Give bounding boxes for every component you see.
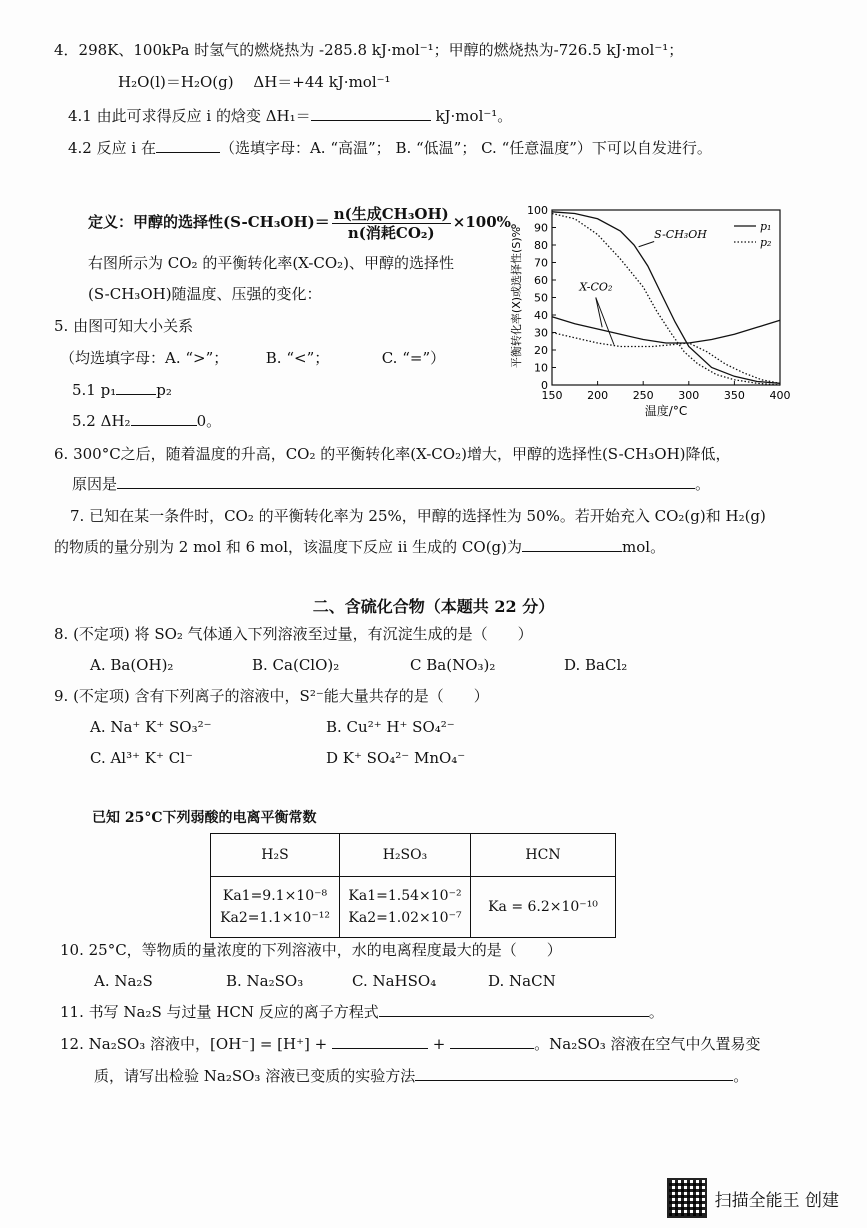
q12-text1: 12. Na₂SO₃ 溶液中，[OH⁻] = [H⁺] + bbox=[60, 1035, 328, 1053]
legend-p2-label: p₂ bbox=[760, 236, 772, 249]
q5-2-blank[interactable] bbox=[131, 411, 197, 426]
q12-end: 。 bbox=[733, 1067, 749, 1085]
q8-option-c[interactable]: C Ba(NO₃)₂ bbox=[410, 656, 496, 674]
definition-desc1: 右图所示为 CO₂ 的平衡转化率(X-CO₂)、甲醇的选择性 bbox=[88, 254, 455, 272]
q6-line1: 6. 300°C之后，随着温度的升高，CO₂ 的平衡转化率(X-CO₂)增大，甲醇的选择性(S-CH₃OH)降低， bbox=[54, 445, 731, 463]
h2so3-ka1: Ka1=1.54×10⁻² bbox=[348, 888, 462, 904]
y-tick-label: 50 bbox=[534, 291, 548, 305]
h2s-ka1: Ka1=9.1×10⁻⁸ bbox=[222, 888, 328, 904]
q7-blank[interactable] bbox=[522, 537, 622, 552]
series-line-3 bbox=[552, 333, 780, 384]
q4-2-options: （选填字母：A. “高温”； B. “低温”； C. “任意温度”）下可以自发进行。 bbox=[219, 139, 712, 157]
q9-stem: 9. (不定项) 含有下列离子的溶液中，S²⁻能大量共存的是（ ） bbox=[54, 687, 489, 705]
y-tick-label: 70 bbox=[534, 256, 548, 270]
q10-option-a[interactable]: A. Na₂S bbox=[94, 972, 153, 990]
q10-option-b[interactable]: B. Na₂SO₃ bbox=[226, 972, 304, 990]
q11 bbox=[60, 1002, 664, 1022]
q7-end: mol。 bbox=[622, 538, 666, 556]
q12-line1 bbox=[60, 1034, 761, 1054]
q5-2 bbox=[72, 411, 221, 431]
y-tick-label: 80 bbox=[534, 239, 548, 252]
header-h2s: H₂S bbox=[211, 834, 340, 877]
q6-end: 。 bbox=[695, 475, 711, 493]
q5-1-blank[interactable] bbox=[116, 380, 156, 395]
q12-text3: 质，请写出检验 Na₂SO₃ 溶液已变质的实验方法 bbox=[94, 1067, 416, 1085]
q9-option-c[interactable]: C. Al³⁺ K⁺ Cl⁻ bbox=[90, 749, 193, 767]
scanner-watermark bbox=[667, 1178, 839, 1218]
y-tick-label: 10 bbox=[534, 361, 548, 375]
x-tick-label: 250 bbox=[632, 389, 654, 402]
annotation-s-pointer bbox=[639, 242, 655, 247]
q9-option-b[interactable]: B. Cu²⁺ H⁺ SO₄²⁻ bbox=[326, 718, 455, 736]
annotation-s-ch3oh: S-CH₃OH bbox=[654, 228, 707, 241]
q11-blank[interactable] bbox=[379, 1002, 649, 1017]
q4-line1: 4．298K、100kPa 时氢气的燃烧热为 -285.8 kJ·mol⁻¹；甲醇的燃烧热为-726.5 kJ·mol⁻¹； bbox=[54, 41, 684, 59]
q8-stem: 8. (不定项) 将 SO₂ 气体通入下列溶液至过量，有沉淀生成的是（ ） bbox=[54, 625, 533, 643]
q8-option-d[interactable]: D. BaCl₂ bbox=[564, 656, 628, 674]
q4-2 bbox=[68, 138, 712, 158]
q7-line2 bbox=[54, 537, 665, 557]
section-title: 二、含硫化合物（本题共 22 分） bbox=[312, 597, 555, 616]
q10-option-c[interactable]: C. NaHSO₄ bbox=[352, 972, 437, 990]
h2s-ka2: Ka2=1.1×10⁻¹² bbox=[220, 910, 330, 926]
y-tick-label: 90 bbox=[534, 221, 548, 235]
q12-blank3[interactable] bbox=[415, 1066, 733, 1081]
footer-text: 扫描全能王 创建 bbox=[714, 1190, 839, 1211]
q12-plus: + bbox=[432, 1035, 446, 1053]
annotation-x-pointer-2 bbox=[596, 298, 614, 345]
h2so3-ka2: Ka2=1.02×10⁻⁷ bbox=[348, 910, 462, 926]
series-line-2 bbox=[552, 317, 780, 343]
y-tick-label: 100 bbox=[527, 204, 548, 217]
q9-option-d[interactable]: D K⁺ SO₄²⁻ MnO₄⁻ bbox=[326, 749, 466, 767]
q4-2-blank[interactable] bbox=[156, 138, 220, 153]
equilibrium-chart bbox=[508, 198, 808, 428]
q4-1-unit: kJ·mol⁻¹。 bbox=[435, 107, 513, 125]
cell-h2s bbox=[211, 877, 340, 938]
x-tick-label: 350 bbox=[723, 389, 745, 402]
q4-2-text: 4.2 反应 i 在 bbox=[68, 139, 156, 157]
q7-line1: 7. 已知在某一条件时，CO₂ 的平衡转化率为 25%，甲醇的选择性为 50%。若开始充入 CO₂(g)和 H₂(g) bbox=[70, 507, 766, 525]
table-caption: 已知 25°C下列弱酸的电离平衡常数 bbox=[92, 810, 317, 826]
q5-2-dh: 5.2 ΔH₂ bbox=[72, 412, 131, 430]
qr-code-icon bbox=[667, 1178, 707, 1218]
q12-text2: 。Na₂SO₃ 溶液在空气中久置易变 bbox=[534, 1035, 761, 1053]
definition-prefix: 定义：甲醇的选择性(S-CH₃OH)＝ bbox=[88, 213, 330, 231]
y-tick-label: 20 bbox=[534, 344, 548, 357]
y-axis-label: 平衡转化率(X)或选择性(S)% bbox=[510, 226, 523, 369]
q5-2-zero: 0。 bbox=[196, 412, 222, 430]
header-h2so3: H₂SO₃ bbox=[340, 834, 471, 877]
q4-equation: H₂O(l)＝H₂O(g) ΔH＝+44 kJ·mol⁻¹ bbox=[118, 73, 391, 91]
definition-desc2: (S-CH₃OH)随温度、压强的变化： bbox=[88, 285, 322, 303]
q7-text: 的物质的量分别为 2 mol 和 6 mol，该温度下反应 ii 生成的 CO(g)为 bbox=[54, 538, 523, 556]
q11-stem: 11. 书写 Na₂S 与过量 HCN 反应的离子方程式 bbox=[60, 1003, 379, 1021]
selectivity-fraction bbox=[332, 205, 451, 242]
annotation-x-co2: X-CO₂ bbox=[579, 280, 613, 294]
cell-hcn: Ka = 6.2×10⁻¹⁰ bbox=[471, 877, 616, 938]
selectivity-definition bbox=[88, 202, 526, 242]
cell-h2so3 bbox=[340, 877, 471, 938]
definition-suffix: ×100%。 bbox=[452, 213, 526, 231]
y-tick-label: 0 bbox=[541, 379, 548, 392]
q5-options: （均选填字母：A. “>”； B. “<”； C. “=”） bbox=[60, 349, 446, 367]
ka-table bbox=[210, 833, 616, 938]
q12-blank1[interactable] bbox=[332, 1034, 428, 1049]
x-axis-label: 温度/°C bbox=[644, 404, 688, 418]
fraction-numerator: n(生成CH₃OH) bbox=[333, 204, 449, 223]
q6-line2 bbox=[72, 474, 710, 494]
q10-stem: 10. 25°C，等物质的量浓度的下列溶液中，水的电离程度最大的是（ ） bbox=[60, 941, 562, 959]
y-tick-label: 40 bbox=[534, 309, 548, 322]
q12-blank2[interactable] bbox=[450, 1034, 534, 1049]
q11-end: 。 bbox=[648, 1003, 664, 1021]
legend-p1-label: p₁ bbox=[760, 220, 772, 233]
q4-1-blank[interactable] bbox=[311, 106, 431, 121]
q5-1-p1: 5.1 p₁ bbox=[72, 381, 117, 399]
q8-option-a[interactable]: A. Ba(OH)₂ bbox=[90, 656, 174, 674]
y-tick-label: 60 bbox=[534, 274, 548, 287]
x-tick-label: 300 bbox=[678, 389, 700, 402]
q9-option-a[interactable]: A. Na⁺ K⁺ SO₃²⁻ bbox=[90, 718, 212, 736]
q5-stem: 5. 由图可知大小关系 bbox=[54, 317, 194, 335]
header-hcn: HCN bbox=[471, 834, 616, 877]
q4-1-text: 4.1 由此可求得反应 i 的焓变 ΔH₁＝ bbox=[68, 107, 311, 125]
q12-line2 bbox=[94, 1066, 748, 1086]
q4-1 bbox=[68, 106, 512, 126]
q8-option-b[interactable]: B. Ca(ClO)₂ bbox=[252, 656, 340, 674]
q5-1 bbox=[72, 380, 172, 400]
q5-1-p2: p₂ bbox=[156, 381, 172, 399]
x-tick-label: 150 bbox=[541, 389, 563, 402]
x-tick-label: 200 bbox=[587, 389, 609, 402]
q6-reason-label: 原因是 bbox=[72, 475, 118, 493]
q10-option-d[interactable]: D. NaCN bbox=[488, 972, 556, 990]
fraction-denominator: n(消耗CO₂) bbox=[347, 223, 435, 242]
q6-blank[interactable] bbox=[117, 474, 695, 489]
y-tick-label: 30 bbox=[534, 326, 548, 340]
x-tick-label: 400 bbox=[769, 389, 791, 402]
